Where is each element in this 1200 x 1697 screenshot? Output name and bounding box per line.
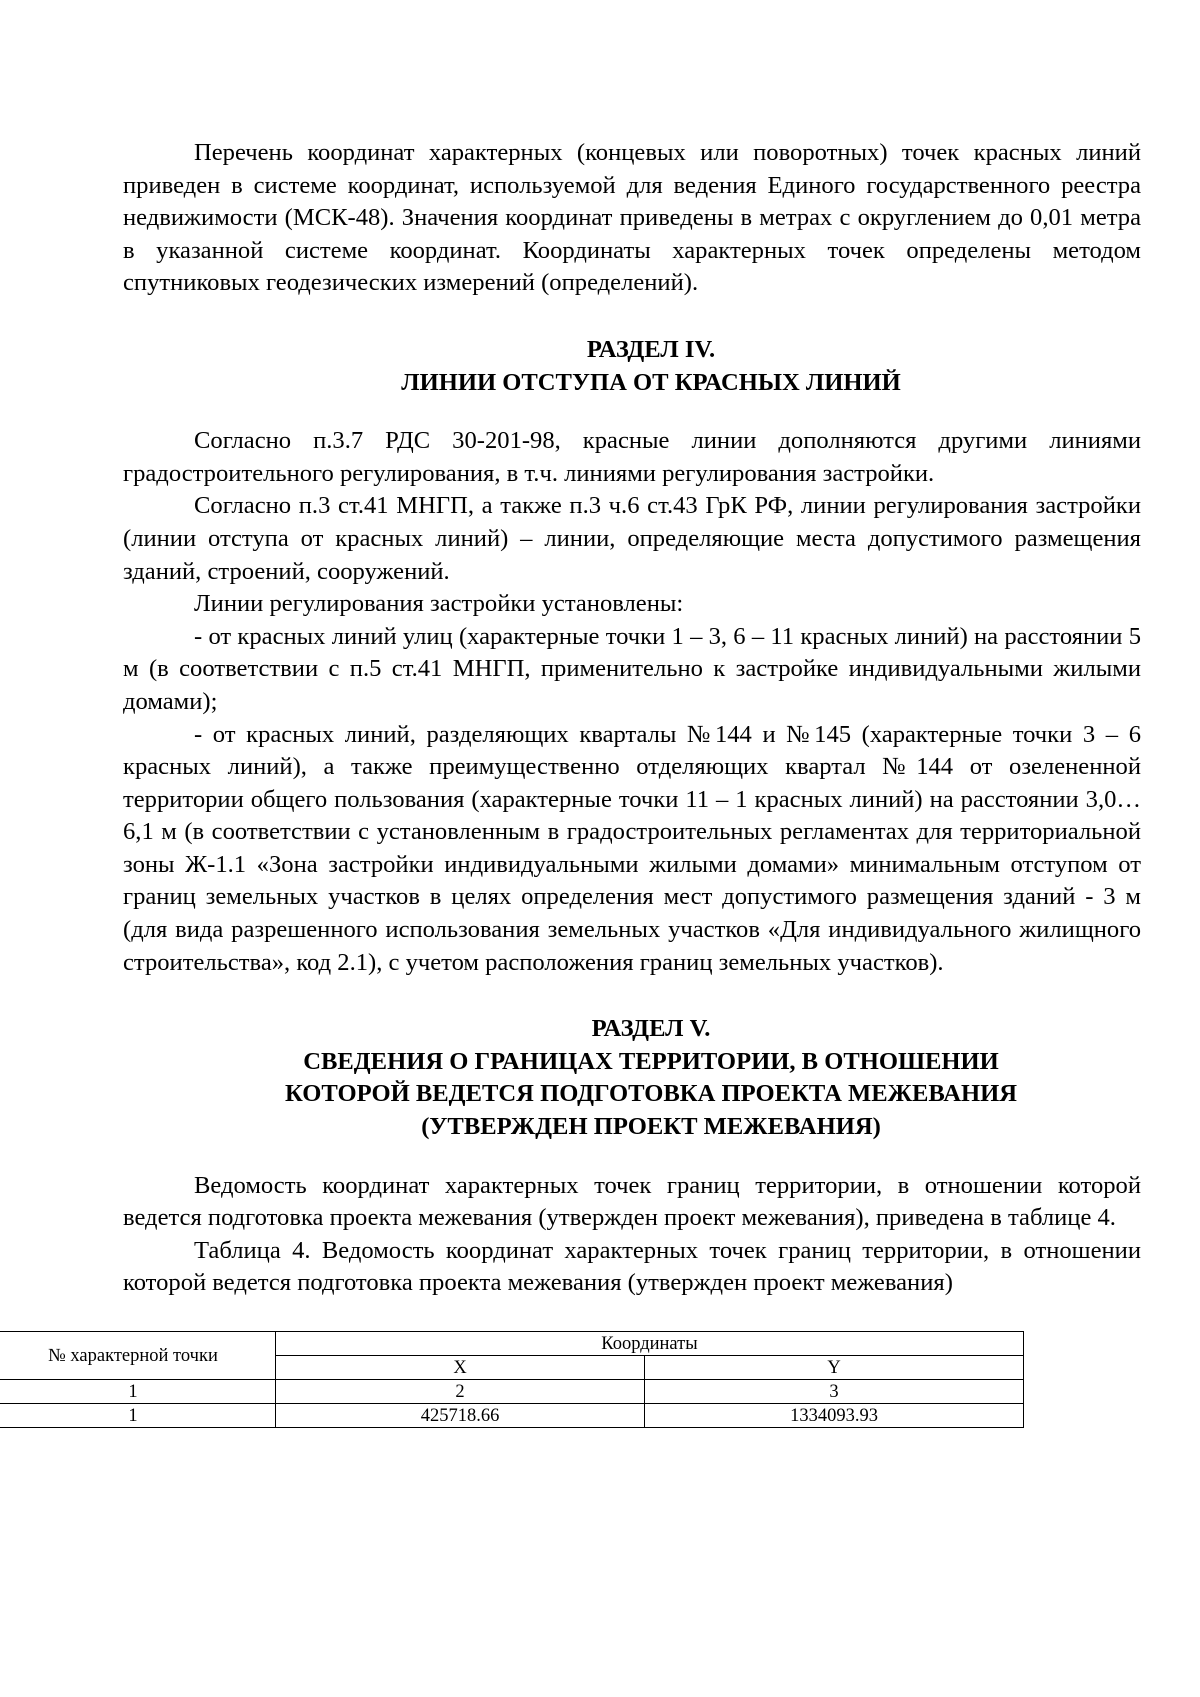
section-5-title-line: СВЕДЕНИЯ О ГРАНИЦАХ ТЕРРИТОРИИ, В ОТНОШЕНИИ [303, 1047, 999, 1075]
table-cell-y: 1334093.93 [645, 1404, 1024, 1428]
section-4-paragraph: Линии регулирования застройки установлены: [194, 590, 684, 618]
table-row [0, 1404, 1024, 1428]
table-header-row [0, 1332, 1024, 1356]
section-5-title-line: КОТОРОЙ ВЕДЕТСЯ ПОДГОТОВКА ПРОЕКТА МЕЖЕВАНИЯ [285, 1080, 1017, 1108]
header-point-number: № характерной точки [0, 1332, 276, 1380]
header-coordinates: Координаты [276, 1332, 1024, 1356]
section-4-list-item: - от красных линий улиц (характерные точки 1 – 3, 6 – 11 красных линий) на расстоянии 5 м (в соответствии с п.5 ст.41 МНГП, применительно к застройке индивидуальными жилыми домами); [123, 622, 1141, 715]
section-5-heading [123, 1013, 1141, 1143]
section-4-heading [123, 334, 1141, 399]
table-cell-x: 425718.66 [276, 1404, 645, 1428]
section-4-title: ЛИНИИ ОТСТУПА ОТ КРАСНЫХ ЛИНИЙ [401, 368, 901, 396]
section-5-title-line: (УТВЕРЖДЕН ПРОЕКТ МЕЖЕВАНИЯ) [421, 1113, 881, 1141]
section-5-number: РАЗДЕЛ V. [591, 1015, 711, 1043]
table-index-row [0, 1380, 1024, 1404]
intro-paragraph: Перечень координат характерных (концевых или поворотных) точек красных линий приведен в системе координат, используемой для ведения Единого государственного реестра недвижимости (МСК-48). Значения координат приведены в метрах с округлением до 0,01 метра в указанной системе координат. Координаты характерных точек определены методом спутниковых геодезических измерений (определений). [123, 139, 1141, 297]
table-cell: 2 [276, 1380, 645, 1404]
coordinates-table [0, 1331, 1024, 1428]
table-caption: Таблица 4. Ведомость координат характерных точек границ территории, в отношении которой ведется подготовка проекта межевания (утвержден проект межевания) [123, 1236, 1141, 1297]
table-cell: 1 [0, 1380, 276, 1404]
section-4-list-item: - от красных линий, разделяющих кварталы №144 и №145 (характерные точки 3 – 6 красных линий), а также преимущественно отделяющих квартал №144 от озелененной территории общего пользования (характерные точки 11 – 1 красных линий) на расстоянии 3,0…6,1 м (в соответствии с установленным в градостроительных регламентах для территориальной зоны Ж-1.1 «Зона застройки индивидуальными жилыми домами» минимальным отступом от границ земельных участков в целях определения мест допустимого размещения зданий - 3 м (для вида разрешенного использования земельных участков «Для индивидуального жилищного строительства», код 2.1), с учетом расположения границ земельных участков). [123, 720, 1141, 976]
section-4-paragraph: Согласно п.3.7 РДС 30-201-98, красные линии дополняются другими линиями градостроительного регулирования, в т.ч. линиями регулирования застройки. [123, 427, 1141, 487]
table-cell-point: 1 [0, 1404, 276, 1428]
document-page [123, 137, 1141, 1300]
section-5-paragraph: Ведомость координат характерных точек границ территории, в отношении которой ведется подготовка проекта межевания (утвержден проект межевания), приведена в таблице 4. [123, 1171, 1141, 1232]
header-y: Y [645, 1356, 1024, 1380]
table-cell: 3 [645, 1380, 1024, 1404]
section-4-paragraph: Согласно п.3 ст.41 МНГП, а также п.3 ч.6 ст.43 ГрК РФ, линии регулирования застройки (линии отступа от красных линий) – линии, определяющие места допустимого размещения зданий, строений, сооружений. [123, 492, 1141, 585]
section-4-number: РАЗДЕЛ IV. [586, 335, 716, 363]
header-x: X [276, 1356, 645, 1380]
